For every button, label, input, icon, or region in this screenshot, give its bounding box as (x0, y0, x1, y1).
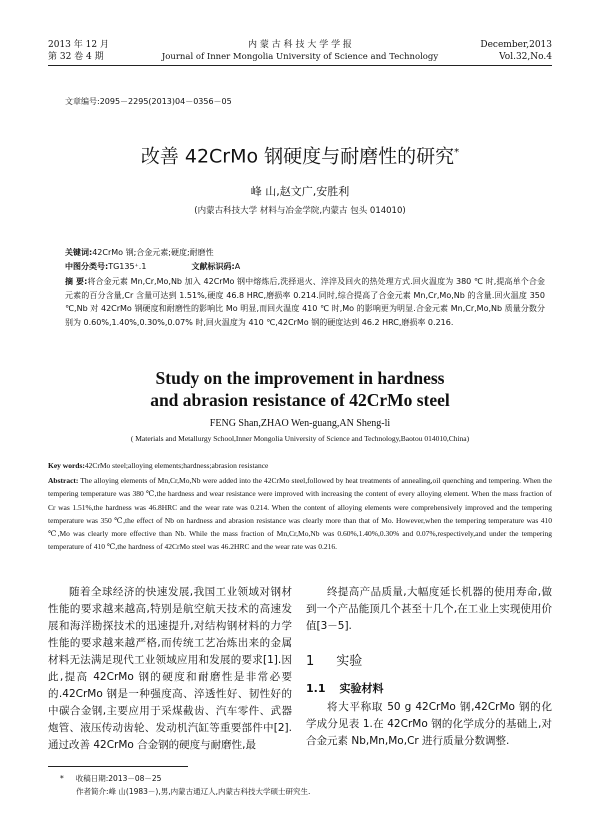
issue-date: 2013 年 12 月 (48, 40, 109, 50)
clc-label: 中图分类号: (65, 262, 109, 271)
abstract-cn-label: 摘 要: (65, 277, 88, 286)
abstract-en (48, 474, 552, 554)
title-en-line1: Study on the improvement in hardness (155, 368, 445, 388)
body-intro-right: 终提高产品质量,大幅度延长机器的使用寿命,做到一个产品能顶几个甚至十几个,在工业上实现使用价值[3－5]. (306, 586, 552, 632)
journal-title-en: Journal of Inner Mongolia University of Science and Technology (161, 52, 439, 62)
affiliation-en: ( Materials and Metallurgy School,Inner Mongolia University of Science and Technology,Baotou 014010,China) (130, 434, 470, 443)
section-1-1-text: 将大平称取 50 g 42CrMo 钢,42CrMo 钢的化学成分见表 1.在 42CrMo 钢的化学成分的基础上,对合金元素 Nb,Mn,Mo,Cr 进行质量分数调整. (306, 701, 552, 747)
article-number: 文章编号:2095－2295(2013)04－0356－05 (65, 97, 232, 106)
footnote-rule (48, 766, 188, 767)
section-1-1-number: 1.1 (306, 682, 326, 695)
title-cn-text: 改善 42CrMo 钢硬度与耐磨性的研究 (140, 145, 455, 168)
title-en-line2: and abrasion resistance of 42CrMo steel (150, 390, 450, 410)
abstract-en-label: Abstract: (48, 476, 79, 485)
issue-volume: 第 32 卷 4 期 (48, 52, 104, 62)
header-rule (48, 65, 552, 66)
abstract-en-text: The alloying elements of Mn,Cr,Mo,Nb were added into the 42CrMo steel,followed by heat treatments of annealing,oil quenching and tempering. When the tempering temperature was 380 ℃,the hardness and wear resistance were improved with increasing the content of every alloying element. When the mass fraction of Cr was 1.51%,the hardness was 46.8HRC and the wear rate was 0.214. When the content of alloying elements were comprehensively improved and the tempering temperature was 350 ℃,the effect of Nb on hardness and abrasion resistance was clearly more than that of Mo. However,when the tempering temperature was 410 ℃,Mo was clearly more effective than Nb. While the mass fraction of Mn,Cr,Mo,Nb was 0.60%,1.40%,0.30% and 0.07%,respectively,and under the tempering temperature of 410 ℃,the hardness of 42CrMo steel was 46.2HRC and the wear rate was 0.216. (48, 476, 552, 552)
doc-code: A (234, 262, 241, 271)
page-title-en (0, 367, 600, 411)
footnote-received-text: 收稿日期:2013－08－25 (75, 774, 162, 783)
page-title-cn (0, 141, 600, 168)
keywords-cn (65, 247, 545, 259)
keywords-en-label: Key words: (48, 461, 85, 470)
keywords-cn-label: 关键词: (65, 248, 93, 257)
doc-code-label: 文献标识码: (191, 262, 235, 271)
footnote-author: 作者简介:峰 山(1983－),男,内蒙古通辽人,内蒙古科技大学硕士研究生. (76, 787, 311, 796)
footnote-received (60, 773, 161, 784)
abstract-cn-text: 将合金元素 Mn,Cr,Mo,Nb 加入 42CrMo 钢中熔炼后,洗择退火、淬淬及回火的热处理方式.回火温度为 380 ℃ 时,提高单个合金元素的百分含量,Cr 含量可达到 1.51%,硬度 46.8 HRC,磨损率 0.214.同时,综合提高了合金元素 Mn,Cr,Mo,Nb 的含量.回火温度 350 ℃,Nb 对 42CrMo 钢硬度和耐磨性的影响比 Mo 明显,而回火温度 410 ℃ 时,Mo 的影响更为明显.合金元素 Mn,Cr,Mo,Nb 质量分数分别为 0.60%,1.40%,0.30%,0.07% 时,回火温度为 410 ℃,42CrMo 钢的硬度达到 46.2 HRC,磨损率 0.216. (65, 277, 545, 327)
authors-en: FENG Shan,ZHAO Wen-guang,AN Sheng-li (209, 418, 391, 429)
section-1-number: 1 (306, 654, 315, 669)
issue-volume-en: Vol.32,No.4 (499, 52, 552, 62)
keywords-en (48, 461, 552, 470)
journal-title-cn: 内 蒙 古 科 技 大 学 学 报 (248, 40, 352, 50)
section-1-title: 实验 (336, 654, 363, 669)
classification (65, 261, 545, 273)
issue-date-en: December,2013 (480, 40, 552, 50)
section-1-1-title: 实验材料 (339, 682, 384, 695)
keywords-en-text: 42CrMo steel;alloying elements;hardness;abrasion resistance (84, 461, 269, 470)
authors-cn: 峰 山,赵文广,安胜利 (250, 185, 350, 198)
abstract-cn (65, 275, 545, 329)
affiliation-cn: (内蒙古科技大学 材料与冶金学院,内蒙古 包头 014010) (194, 206, 406, 216)
keywords-cn-text: 42CrMo 钢;合金元素;硬度;耐磨性 (92, 248, 214, 257)
clc-code: TG135⁺.1 (108, 262, 147, 271)
title-footnote-mark: * (454, 147, 460, 158)
section-1-1-heading (306, 680, 384, 696)
body-column-left: 随着全球经济的快速发展,我国工业领域对钢材性能的要求越来越高,特别是航空航天技术的高速发展和海洋勘探技术的迅速提升,对结构钢材料的力学性能的要求越来越严格,而传统工艺冶炼出来的金属材料无法满足现代工业领域应用和发展的要求[1].因此,提高 42CrMo 钢的硬度和耐磨性是非常必要的.42CrMo 钢是一种强度高、淬透性好、韧性好的中碳合金钢,主要应用于采煤截齿、汽车零件、武器炮管、液压传动齿轮、发动机汽缸等重要部件中[2].通过改善 42CrMo 合金钢的硬度与耐磨性,最 (48, 586, 292, 751)
section-1-heading (306, 650, 362, 669)
footnote-mark: * (60, 774, 64, 783)
